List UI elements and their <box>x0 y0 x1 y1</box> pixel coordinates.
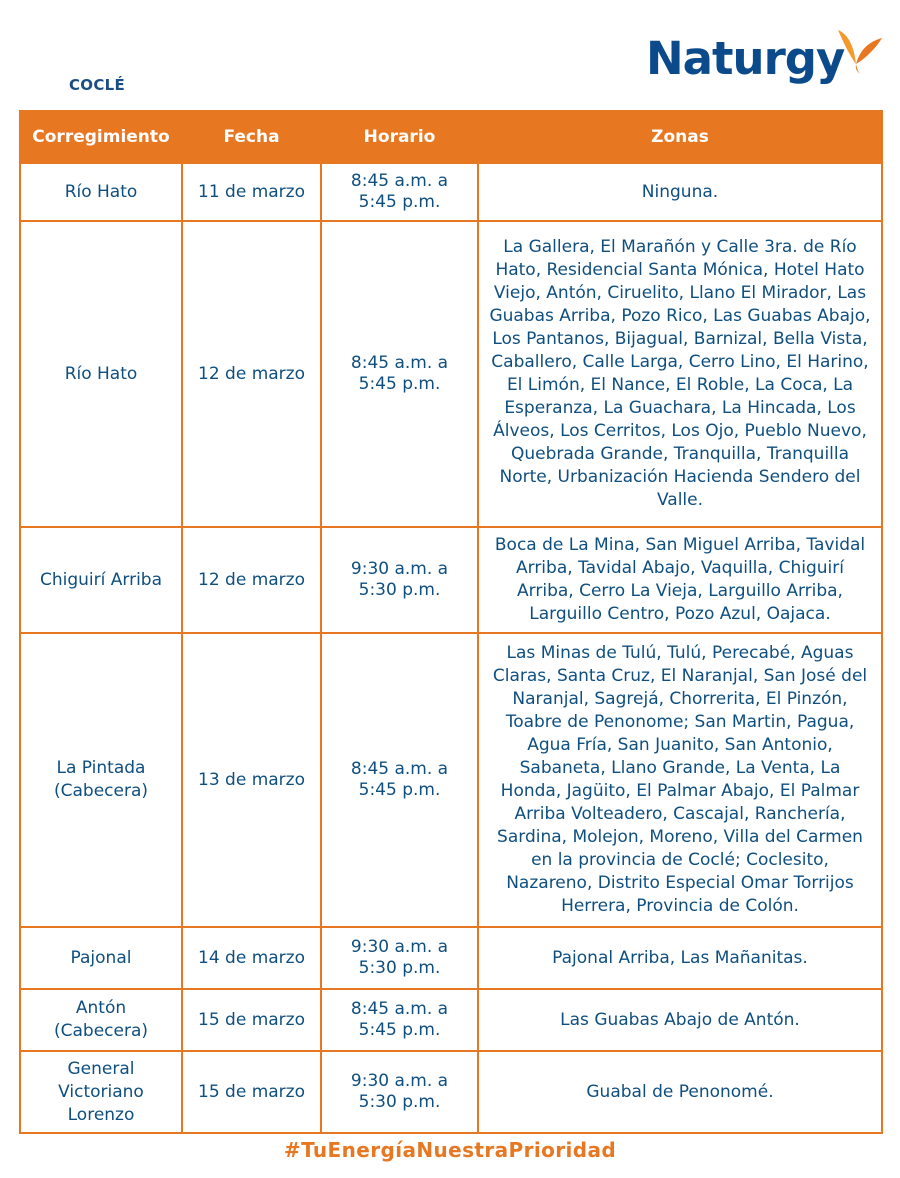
cell-fecha: 15 de marzo <box>182 1051 321 1133</box>
cell-zonas: Las Minas de Tulú, Tulú, Perecabé, Aguas Claras, Santa Cruz, El Naranjal, San José del Naranjal, Sagrejá, Chorrerita, El Pinzón, Toabre de Penonome; San Martin, Pagua, Agua Fría, San Juanito, San Antonio, Sabaneta, Llano Grande, La Venta, La Honda, Jagüito, El Palmar Abajo, El Palmar Arriba Volteadero, Cascajal, Ranchería, Sardina, Molejon, Moreno, Villa del Carmen en la provincia de Coclé; Coclesito, Nazareno, Distrito Especial Omar Torrijos Herrera, Provincia de Colón. <box>478 633 882 927</box>
cell-fecha: 11 de marzo <box>182 163 321 221</box>
cell-zonas: Guabal de Penonomé. <box>478 1051 882 1133</box>
cell-corregimiento: La Pintada (Cabecera) <box>20 633 182 927</box>
table-row <box>20 221 882 527</box>
cell-fecha: 14 de marzo <box>182 927 321 989</box>
cell-horario: 8:45 a.m. a 5:45 p.m. <box>321 163 478 221</box>
butterfly-icon <box>836 26 884 76</box>
cell-corregimiento: Chiguirí Arriba <box>20 527 182 633</box>
cell-fecha: 12 de marzo <box>182 221 321 527</box>
cell-horario: 9:30 a.m. a 5:30 p.m. <box>321 927 478 989</box>
cell-horario: 9:30 a.m. a 5:30 p.m. <box>321 527 478 633</box>
cell-horario: 8:45 a.m. a 5:45 p.m. <box>321 633 478 927</box>
cell-corregimiento: Río Hato <box>20 163 182 221</box>
cell-corregimiento: Antón (Cabecera) <box>20 989 182 1051</box>
cell-horario: 8:45 a.m. a 5:45 p.m. <box>321 989 478 1051</box>
table-row <box>20 927 882 989</box>
province-title: COCLÉ <box>69 76 126 94</box>
header-fecha: Fecha <box>182 111 321 163</box>
header-corregimiento: Corregimiento <box>20 111 182 163</box>
header-zonas: Zonas <box>478 111 882 163</box>
cell-zonas: Las Guabas Abajo de Antón. <box>478 989 882 1051</box>
cell-zonas: Pajonal Arriba, Las Mañanitas. <box>478 927 882 989</box>
naturgy-logo <box>646 24 886 94</box>
cell-fecha: 12 de marzo <box>182 527 321 633</box>
cell-corregimiento: Pajonal <box>20 927 182 989</box>
table-row <box>20 1051 882 1133</box>
header-horario: Horario <box>321 111 478 163</box>
table-row <box>20 633 882 927</box>
cell-fecha: 15 de marzo <box>182 989 321 1051</box>
logo-wordmark: Naturgy <box>646 32 845 85</box>
cell-horario: 8:45 a.m. a 5:45 p.m. <box>321 221 478 527</box>
cell-corregimiento: Río Hato <box>20 221 182 527</box>
schedule-table <box>19 110 883 1134</box>
table-header-row <box>20 111 882 163</box>
cell-zonas: Ninguna. <box>478 163 882 221</box>
cell-horario: 9:30 a.m. a 5:30 p.m. <box>321 1051 478 1133</box>
table-row <box>20 527 882 633</box>
table-row <box>20 163 882 221</box>
table-row <box>20 989 882 1051</box>
campaign-hashtag: #TuEnergíaNuestraPrioridad <box>283 1138 617 1162</box>
cell-fecha: 13 de marzo <box>182 633 321 927</box>
cell-corregimiento: General Victoriano Lorenzo <box>20 1051 182 1133</box>
cell-zonas: Boca de La Mina, San Miguel Arriba, Tavidal Arriba, Tavidal Abajo, Vaquilla, Chiguirí Arriba, Cerro La Vieja, Larguillo Arriba, Larguillo Centro, Pozo Azul, Oajaca. <box>478 527 882 633</box>
cell-zonas: La Gallera, El Marañón y Calle 3ra. de Río Hato, Residencial Santa Mónica, Hotel Hato Viejo, Antón, Ciruelito, Llano El Mirador, Las Guabas Arriba, Pozo Rico, Las Guabas Abajo, Los Pantanos, Bijagual, Barnizal, Bella Vista, Caballero, Calle Larga, Cerro Lino, El Harino, El Limón, El Nance, El Roble, La Coca, La Esperanza, La Guachara, La Hincada, Los Álveos, Los Cerritos, Los Ojo, Pueblo Nuevo, Quebrada Grande, Tranquilla, Tranquilla Norte, Urbanización Hacienda Sendero del Valle. <box>478 221 882 527</box>
